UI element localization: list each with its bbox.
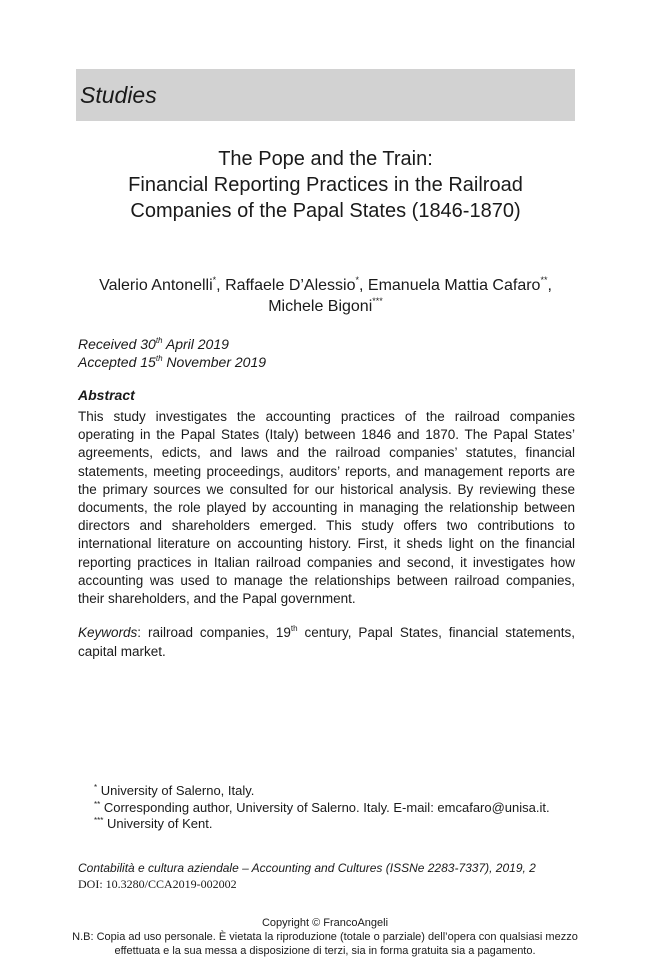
footnotes [78,783,575,833]
footnote-text: University of Salerno, Italy. [97,783,255,798]
footnote-mark: ** [94,799,101,809]
abstract-heading: Abstract [78,387,135,403]
accepted-suffix: November 2019 [162,354,267,370]
footnote-2 [78,800,575,817]
accepted-prefix: Accepted 15 [78,354,156,370]
article-title [76,146,575,224]
affiliation-mark: * [212,275,217,285]
ordinal-suffix: th [155,336,163,345]
copyright-notice: N.B: Copia ad uso personale. È vietata la riproduzione (totale o parziale) dell’opera con qualsiasi mezzo effettuata e la sua messa a disposizione di terzi, sia in forma gratuita sia a pagamento. [72,931,578,957]
footnote-mark: *** [94,816,104,825]
title-line-1: The Pope and the Train: [218,148,433,170]
author-name: Emanuela Mattia Cafaro [367,277,541,294]
author-separator: , [216,277,226,294]
footnote-text: University of Kent. [103,816,213,831]
journal-citation: Contabilità e cultura aziendale – Accounting and Cultures (ISSNe 2283-7337), 2019, 2 [78,861,536,875]
received-date [78,335,577,353]
ordinal-suffix: th [155,354,163,363]
received-suffix: April 2019 [162,336,229,352]
author-name: Valerio Antonelli [99,277,213,294]
affiliation-mark: ** [540,275,548,285]
keywords-label: Keywords [78,625,138,640]
accepted-date [78,353,577,371]
section-label: Studies [80,82,157,108]
footnote-1 [78,783,575,800]
footnote-mark: * [94,783,98,792]
doi: DOI: 10.3280/CCA2019-002002 [78,877,237,891]
author-line-2 [76,296,575,317]
author-name: Michele Bigoni [268,298,373,315]
footnote-3 [78,816,575,833]
author-name: Raffaele D’Alessio [225,277,356,294]
keywords-text-before: : railroad companies, 19 [137,625,291,640]
section-header-band [76,69,575,121]
author-separator: , [547,277,552,294]
ordinal-suffix: th [290,624,298,633]
affiliation-mark: * [355,275,360,285]
keywords-text-after: century, Papal States, financial statements, capital market. [78,625,575,659]
author-list [76,275,575,317]
author-separator: , [359,277,368,294]
keywords [78,624,575,661]
title-line-3: Companies of the Papal States (1846-1870) [130,200,521,222]
affiliation-mark: *** [372,296,383,306]
author-line-1 [76,275,575,296]
abstract-text: This study investigates the accounting practices of the railroad companies operating in the Papal States (Italy) between 1846 and 1870. The Papal States’ agreements, edicts, and laws and the railroad companies’ statutes, financial statements, meeting proceedings, auditors’ reports, and management reports are the primary sources we consulted for our historical analysis. By reviewing these documents, the role played by accounting in managing the relationship between directors and shareholders emerged. This study offers two contributions to international literature on accounting history. First, it sheds light on the financial reporting practices in Italian railroad companies and second, it investigates how accounting was used to manage the relationships between railroad companies, their shareholders, and the Papal government. [78,409,575,607]
article-dates [78,335,577,371]
received-prefix: Received 30 [78,336,156,352]
title-line-2: Financial Reporting Practices in the Railroad [128,174,523,196]
footnote-text: Corresponding author, University of Salerno. Italy. E-mail: emcafaro@unisa.it. [100,799,550,815]
copyright-line: Copyright © FrancoAngeli [261,917,389,929]
